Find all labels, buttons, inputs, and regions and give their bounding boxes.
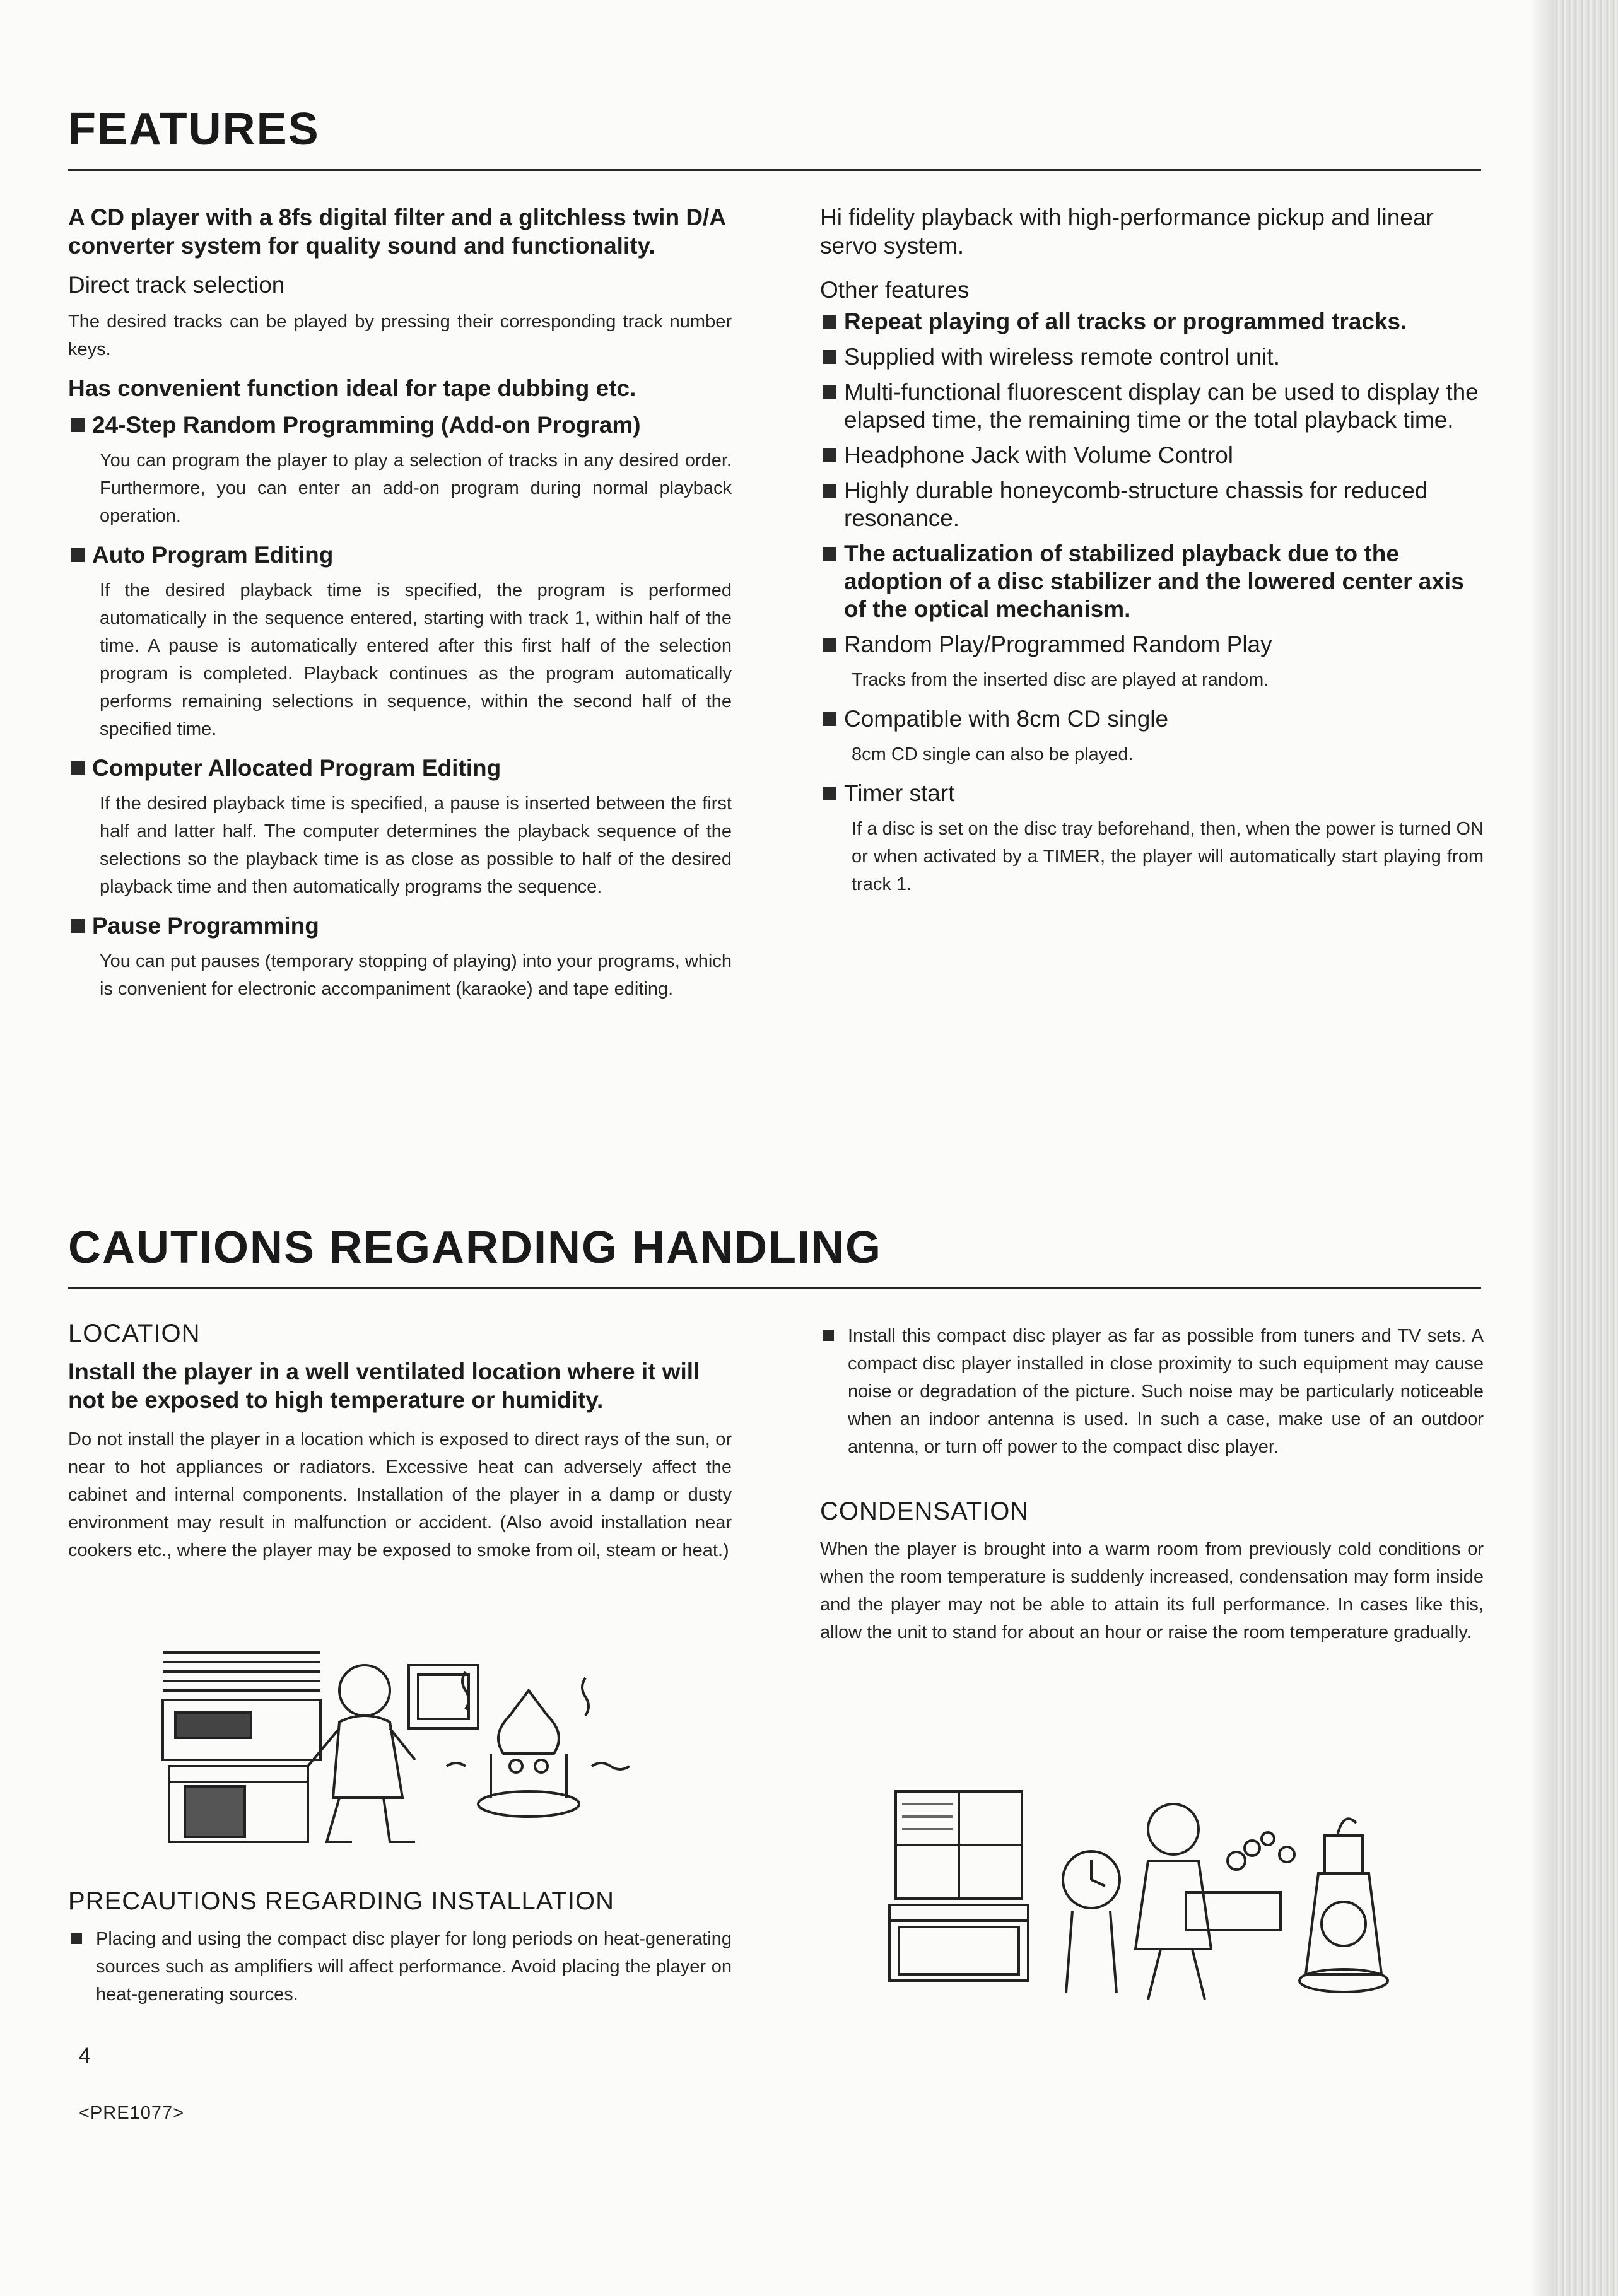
feature-stabilizer: The actualization of stabilized playback due to the adoption of a disc stabilizer and the lowered center axis of the optical mechanism.	[820, 540, 1484, 623]
page-number: 4	[79, 2044, 91, 2068]
feature-auto-program-editing: Auto Program Editing	[68, 541, 732, 569]
condensation-title: CONDENSATION	[820, 1497, 1029, 1525]
bullet-square-icon	[823, 484, 836, 498]
features-lead-right: Hi fidelity playback with high-performance pickup and linear servo system.	[820, 204, 1434, 259]
cautions-right-column	[820, 1322, 1484, 1658]
feature-text: You can program the player to play a selection of tracks in any desired order. Furthermore, you can enter an add-on program during normal playback operation.	[100, 450, 732, 526]
cautions-rule	[68, 1287, 1481, 1289]
feature-display: Multi-functional fluorescent display can be used to display the elapsed time, the remaining time or the total playback time.	[820, 378, 1484, 434]
feature-8cm-single: Compatible with 8cm CD single	[820, 705, 1484, 733]
bullet-square-icon	[823, 350, 836, 364]
precaution-bullet: Install this compact disc player as far as possible from tuners and TV sets. A compact disc player installed in close proximity to such equipment may cause noise or degradation of the picture. Such noise may be particularly noticeable when an indoor antenna is used. In such a case, make use of an outdoor antenna, or turn off power to the compact disc player.	[820, 1322, 1484, 1461]
features-right-column	[820, 203, 1484, 910]
condensation-text: When the player is brought into a warm room from previously cold conditions or when the room temperature is suddenly increased, condensation may form inside and the player may not be able to attain its full performance. In cases like this, allow the unit to stand for about an hour or raise the room temperature gradually.	[820, 1539, 1484, 1643]
location-lead: Install the player in a well ventilated location where it will not be exposed to high temperature or humidity.	[68, 1359, 700, 1413]
condensation-illustration	[883, 1785, 1400, 2012]
location-column	[68, 1318, 732, 1576]
feature-computer-allocated-editing: Computer Allocated Program Editing	[68, 754, 732, 782]
feature-remote: Supplied with wireless remote control unit.	[820, 343, 1484, 371]
feature-random-programming: 24-Step Random Programming (Add-on Program)	[68, 411, 732, 439]
bullet-square-icon	[71, 761, 85, 775]
feature-timer-start: Timer start	[820, 780, 1484, 807]
feature-repeat: Repeat playing of all tracks or programmed tracks.	[820, 308, 1484, 336]
bullet-square-icon	[823, 547, 836, 561]
direct-track-text: The desired tracks can be played by pressing their corresponding track number keys.	[68, 312, 732, 360]
document-code: <PRE1077>	[79, 2103, 185, 2123]
feature-text: If a disc is set on the disc tray beforehand, then, when the power is turned ON or when activated by a TIMER, the player will automatically start playing from track 1.	[852, 819, 1484, 894]
bullet-square-icon	[823, 712, 836, 726]
bullet-square-icon	[823, 448, 836, 462]
feature-random-play: Random Play/Programmed Random Play	[820, 631, 1484, 659]
bullet-square-icon	[823, 315, 836, 329]
bullet-square-icon	[823, 1330, 834, 1341]
feature-text: If the desired playback time is specified, a pause is inserted between the first half and latter half. The computer determines the playback sequence of the selections so the playback time is as close as possible to half of the desired playback time and then automatically programs the sequence.	[100, 794, 732, 897]
precautions-column	[68, 1886, 732, 2015]
location-text: Do not install the player in a location which is exposed to direct rays of the sun, or near to hot appliances or radiators. Excessive heat can adversely affect the cabinet and internal components. Installation of the player in a damp or dusty environment may result in malfunction or accident. (Also avoid installation near cookers etc., where the player may be exposed to smoke from oil, steam or heat.)	[68, 1429, 732, 1561]
scan-shadow	[1530, 0, 1555, 2296]
bullet-square-icon	[71, 548, 85, 562]
feature-text: You can put pauses (temporary stopping of playing) into your programs, which is convenient for electronic accompaniment (karaoke) and tape editing.	[100, 951, 732, 999]
features-rule	[68, 169, 1481, 171]
cautions-heading: CAUTIONS REGARDING HANDLING	[68, 1222, 882, 1273]
heat-warning-illustration	[150, 1640, 642, 1854]
features-lead-left: A CD player with a 8fs digital filter and a glitchless twin D/A converter system for quality sound and functionality.	[68, 204, 725, 259]
feature-text: If the desired playback time is specified, the program is performed automatically in the sequence entered, starting with track 1, within half of the time. A pause is automatically entered after this first half of the selection program is completed. Playback continues as the program automatically performs remaining selections in sequence, within the second half of the specified time.	[100, 580, 732, 739]
bullet-square-icon	[71, 418, 85, 432]
features-left-column	[68, 203, 732, 1014]
bullet-square-icon	[823, 787, 836, 800]
other-features-title: Other features	[820, 277, 970, 303]
feature-pause-programming: Pause Programming	[68, 912, 732, 940]
feature-headphone: Headphone Jack with Volume Control	[820, 442, 1484, 469]
precautions-title: PRECAUTIONS REGARDING INSTALLATION	[68, 1887, 614, 1915]
features-heading: FEATURES	[68, 104, 320, 155]
location-title: LOCATION	[68, 1320, 201, 1347]
bullet-square-icon	[823, 638, 836, 652]
scan-edge	[1555, 0, 1618, 2296]
bullet-square-icon	[71, 1933, 82, 1944]
bullet-square-icon	[71, 919, 85, 933]
precaution-bullet: Placing and using the compact disc player for long periods on heat-generating sources such as amplifiers will affect performance. Avoid placing the player on heat-generating sources.	[68, 1925, 732, 2008]
bullet-square-icon	[823, 385, 836, 399]
direct-track-title: Direct track selection	[68, 272, 285, 298]
feature-chassis: Highly durable honeycomb-structure chassis for reduced resonance.	[820, 477, 1484, 532]
feature-text: Tracks from the inserted disc are played at random.	[852, 670, 1269, 690]
dubbing-title: Has convenient function ideal for tape dubbing etc.	[68, 375, 636, 401]
feature-text: 8cm CD single can also be played.	[852, 744, 1134, 764]
